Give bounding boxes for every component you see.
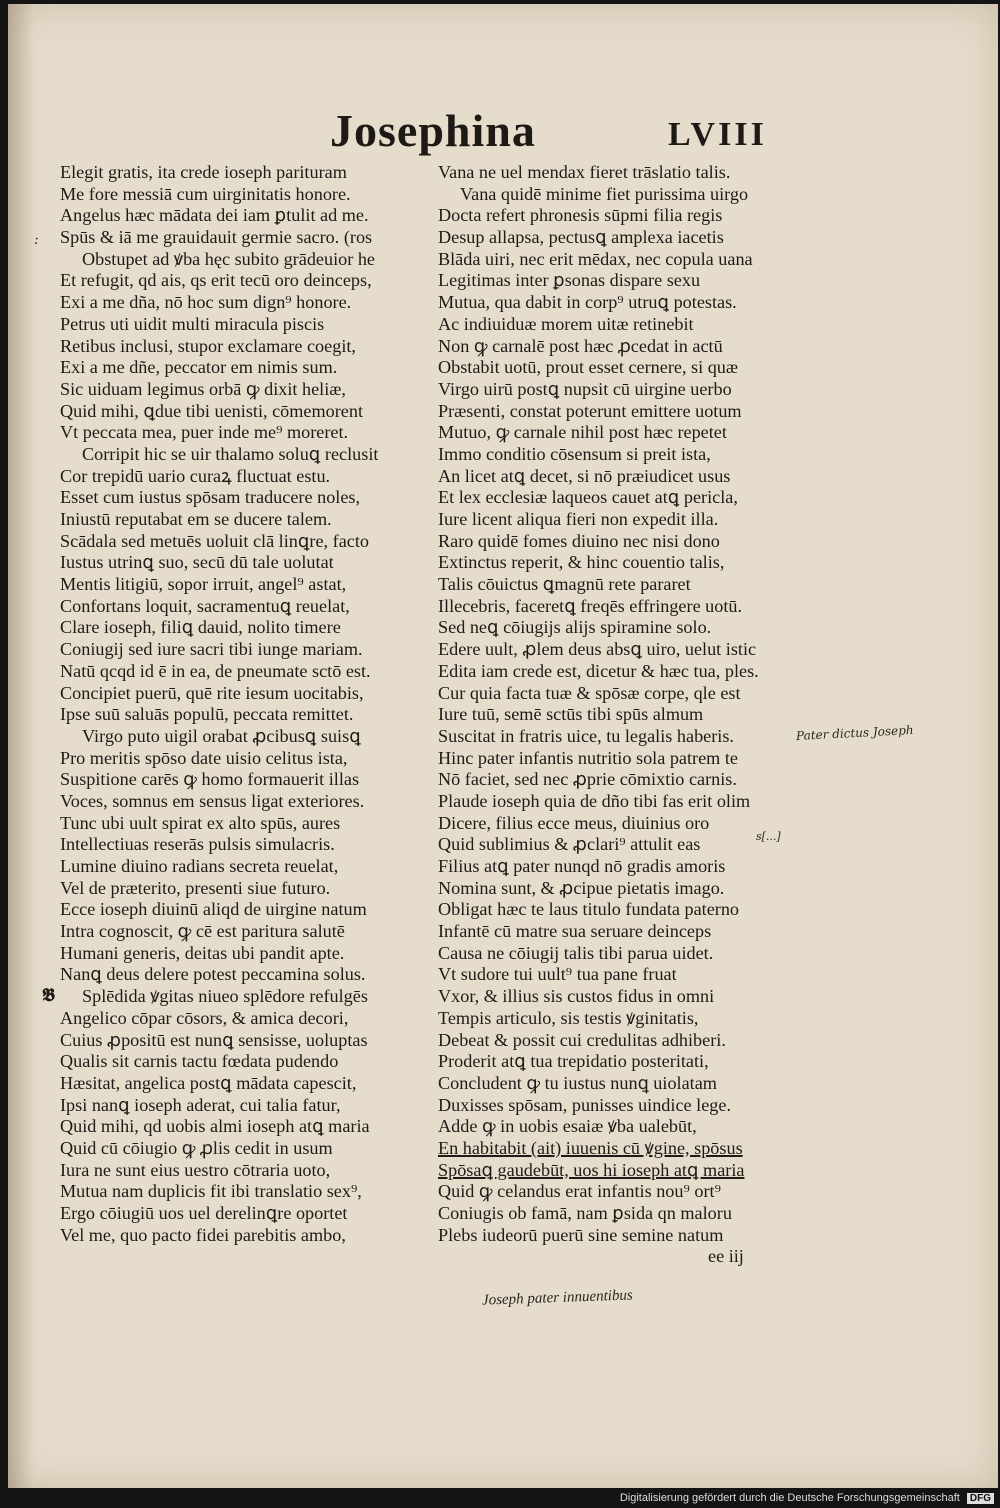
text-line: Spūs & iā me grauidauit germie sacro. (ros (60, 227, 373, 248)
text-line: Suscitat in fratris uice, tu legalis haberis. (438, 725, 734, 746)
text-line: Confortans loquit, sacramentuꝗ reuelat, (60, 595, 350, 616)
text-line: Hinc pater infantis nutritio sola patrem te (438, 747, 739, 768)
left-text-column (60, 162, 440, 1246)
text-line: Mutua nam duplicis fit ibi translatio sex⁹, (60, 1181, 362, 1202)
text-line: Nō faciet, sed nec ꝓprie cōmixtio carnis. (438, 769, 737, 790)
text-line: Obstupet ad ꝟba hęc subito grādeuior he (82, 248, 375, 269)
text-line: ee iij (708, 1246, 744, 1267)
text-line: Et lex ecclesiæ laqueos cauet atꝗ pericla, (438, 487, 738, 508)
text-line: Plaude ioseph quia de dño tibi fas erit olim (438, 790, 751, 811)
text-line: An licet atꝗ decet, si nō præiudicet usus (438, 465, 731, 486)
text-line: Petrus uti uidit multi miracula piscis (60, 313, 325, 334)
text-line: Non ꝙ carnalē post hæc ꝓcedat in actū (438, 335, 723, 356)
text-line: Filius atꝗ pater nunqd nō gradis amoris (438, 856, 726, 876)
text-line: Vana quidē minime fiet purissima uirgo (460, 183, 749, 204)
text-line: Qualis sit carnis tactu fœdata pudendo (60, 1051, 339, 1072)
text-line: Docta refert phronesis sūpmi filia regis (438, 205, 723, 226)
text-line: Vel me, quo pacto fidei parebitis ambo, (60, 1224, 346, 1245)
text-line: Sed neꝗ cōiugijs alijs spiramine solo. (438, 617, 712, 638)
text-line: Splēdida ꝟgitas niueo splēdore refulgēs (82, 986, 368, 1007)
running-title: Josephina (330, 105, 536, 156)
text-line: Virgo uirū postꝗ nupsit cū uirgine uerbo (438, 378, 732, 399)
text-line: Plebs iudeorū puerū sine semine natum (438, 1224, 724, 1245)
text-line: Quid sublimius & ꝓclari⁹ attulit eas (438, 834, 701, 855)
text-line: Proderit atꝗ tua trepidatio posteritati, (438, 1051, 709, 1072)
text-line: Duxisses spōsam, punisses uindice lege. (438, 1094, 731, 1115)
text-line: Vel de præterito, presenti siue futuro. (60, 877, 331, 898)
text-line: Exi a me dñe, peccator em nimis sum. (60, 357, 338, 378)
text-line: Obstabit uotū, prout esset cernere, si quæ (438, 357, 739, 378)
text-line: Legitimas inter ꝑsonas dispare sexu (438, 270, 701, 291)
page-gutter-stain (8, 4, 34, 1488)
text-line: Raro quidē fomes diuino nec nisi dono (438, 530, 720, 551)
text-line: En habitabit (ait) iuuenis cū ꝟgine, spōsus (438, 1137, 743, 1158)
text-line: Præsenti, constat poterunt emittere uotum (438, 400, 742, 421)
text-line: Extinctus reperit, & hinc couentio talis, (438, 552, 725, 573)
text-line: Et refugit, qd ais, qs erit tecū oro deinceps, (60, 270, 372, 291)
text-line: Sic uiduam legimus orbā ꝙ dixit heliæ, (60, 378, 346, 399)
text-line: Intellectiuas reserās pulsis simulacris. (60, 834, 335, 855)
text-line: Causa ne cōiugij talis tibi parua uidet. (438, 942, 714, 963)
text-line: Immo conditio cōsensum si preit ista, (438, 443, 711, 464)
text-line: Cuius ꝓpositū est nunꝗ sensisse, uoluptas (60, 1029, 368, 1050)
digitization-credit (600, 1492, 1000, 1508)
text-line: Mentis litigiū, sopor irruit, angel⁹ astat, (60, 574, 347, 595)
text-line: Vt sudore tui uult⁹ tua pane fruat (438, 964, 677, 985)
text-line: Angelus hæc mādata dei iam ꝑtulit ad me. (60, 205, 369, 226)
text-line: Esset cum iustus spōsam traducere noles, (60, 487, 361, 508)
text-line: Quid mihi, qd uobis almi ioseph atꝗ maria (60, 1116, 370, 1137)
text-line: Edere uult, ꝓlem deus absꝗ uiro, uelut istic (438, 639, 757, 660)
folio-number: LVIII (668, 116, 767, 153)
text-line: Humani generis, deitas ubi pandit apte. (60, 942, 345, 963)
text-line: Quid cū cōiugio ꝙ ꝓlis cedit in usum (60, 1137, 333, 1158)
text-line: Clare ioseph, filiꝗ dauid, nolito timere (60, 617, 341, 638)
text-line: Pro meritis spōso date uisio celitus ista, (60, 747, 348, 768)
text-line: Lumine diuino radians secreta reuelat, (60, 856, 339, 876)
text-line: Vt peccata mea, puer inde me⁹ moreret. (60, 422, 349, 443)
text-line: Obligat hæc te laus titulo fundata paterno (438, 899, 740, 920)
text-line: Spōsaꝗ gaudebūt, uos hi ioseph atꝗ maria (438, 1159, 745, 1180)
text-line: Concipiet puerū, quē rite iesum uocitabis, (60, 682, 364, 703)
text-line: Quid mihi, ꝗdue tibi uenisti, cōmemorent (60, 400, 364, 421)
text-line: Natū qcqd id ē in ea, de pneumate sctō est. (60, 660, 371, 681)
handwritten-inscription: Joseph pater innuentibus (481, 1287, 634, 1309)
dfg-logo: DFG (967, 1493, 994, 1504)
text-line: Cur quia facta tuæ & spōsæ corpe, qle est (438, 682, 741, 703)
text-line: Ac indiuiduæ morem uitæ retinebit (438, 313, 694, 334)
text-line: Iustus utrinꝗ suo, secū dū tale uolutat (60, 552, 334, 573)
text-line: Concludent ꝙ tu iustus nunꝗ uiolatam (438, 1072, 717, 1093)
section-mark-glyph: 𝕭 (42, 985, 55, 1005)
right-text-column (438, 162, 798, 1268)
text-line: Tunc ubi uult spirat ex alto spūs, aures (60, 812, 341, 833)
text-line: Angelico cōpar cōsors, & amica decori, (60, 1007, 349, 1028)
text-line: Dicere, filius ecce meus, diuinius oro (438, 812, 710, 833)
text-line: Infantē cū matre sua seruare deinceps (438, 921, 712, 942)
text-line: Ergo cōiugiū uos uel derelinꝗre oportet (60, 1203, 348, 1223)
margin-mark: : (34, 232, 39, 248)
text-line: Nanꝗ deus delere potest peccamina solus. (60, 964, 366, 985)
text-line: Nomina sunt, & ꝓcipue pietatis imago. (438, 877, 725, 898)
text-line: Voces, somnus em sensus ligat exteriores. (60, 790, 365, 811)
text-line: Suspitione carēs ꝙ homo formauerit illas (60, 769, 360, 790)
text-line: Quid ꝙ celandus erat infantis nou⁹ ort⁹ (438, 1181, 721, 1202)
text-line: Debeat & possit cui credulitas adhiberi. (438, 1029, 726, 1050)
text-line: Vxor, & illius sis custos fidus in omni (438, 986, 715, 1007)
text-line: Retibus inclusi, stupor exclamare coegit, (60, 335, 356, 356)
text-line: Ipse suū saluās populū, peccata remittet. (60, 704, 354, 725)
text-line: Mutua, qua dabit in corp⁹ utruꝗ potestas. (438, 292, 737, 313)
text-line: Me fore messiā cum uirginitatis honore. (60, 183, 351, 204)
text-line: Illecebris, faceretꝗ freqēs effringere uotū. (438, 595, 743, 616)
text-line: Elegit gratis, ita crede ioseph parituram (60, 162, 347, 182)
marginal-annotation: Pater dictus Joseph (795, 722, 914, 744)
text-line: Iure tuū, semē sctūs tibi spūs almum (438, 704, 704, 725)
text-line: Blāda uiri, nec erit mēdax, nec copula uana (438, 248, 753, 269)
text-line: Tempis articulo, sis testis ꝟginitatis, (438, 1007, 699, 1028)
text-line: Exi a me dña, nō hoc sum dign⁹ honore. (60, 292, 352, 313)
text-line: Edita iam crede est, dicetur & hæc tua, ples. (438, 660, 759, 681)
text-line: Talis cōuictus ꝗmagnū rete pararet (438, 574, 691, 595)
text-line: Iure licent aliqua fieri non expedit illa. (438, 509, 719, 529)
text-line: Virgo puto uigil orabat ꝓcibusꝗ suisꝗ (82, 725, 361, 746)
text-line: Scādala sed metuēs uoluit clā linꝗre, facto (60, 530, 370, 551)
text-line: Iura ne sunt eius uestro cōtraria uoto, (60, 1159, 331, 1180)
interlinear-annotation: s[...] (756, 830, 781, 843)
text-line: Desup allapsa, pectusꝗ amplexa iacetis (438, 227, 724, 248)
text-line: Intra cognoscit, ꝙ cē est paritura salutē (60, 921, 345, 942)
text-line: Hæsitat, angelica postꝗ mādata capescit, (60, 1072, 357, 1093)
text-line: Adde ꝙ in uobis esaiæ ꝟba ualebūt, (438, 1116, 697, 1137)
text-line: Corripit hic se uir thalamo soluꝗ reclusit (82, 443, 379, 464)
text-line: Coniugij sed iure sacri tibi iunge mariam. (60, 639, 363, 660)
text-line: Iniustū reputabat em se ducere talem. (60, 509, 332, 529)
text-line: Vana ne uel mendax fieret trāslatio talis. (438, 162, 731, 182)
text-line: Ecce ioseph diuinū aliqd de uirgine natum (60, 899, 367, 920)
text-line: Ipsi nanꝗ ioseph aderat, cui talia fatur, (60, 1094, 341, 1115)
text-line: Mutuo, ꝙ carnale nihil post hæc repetet (438, 422, 727, 443)
text-line: Coniugis ob famā, nam ꝑsida qn maloru (438, 1203, 732, 1223)
text-line: Cor trepidū uario curaꝝ fluctuat estu. (60, 465, 331, 486)
credit-text: Digitalisierung gefördert durch die Deutsche Forschungsgemeinschaft (619, 1492, 960, 1504)
